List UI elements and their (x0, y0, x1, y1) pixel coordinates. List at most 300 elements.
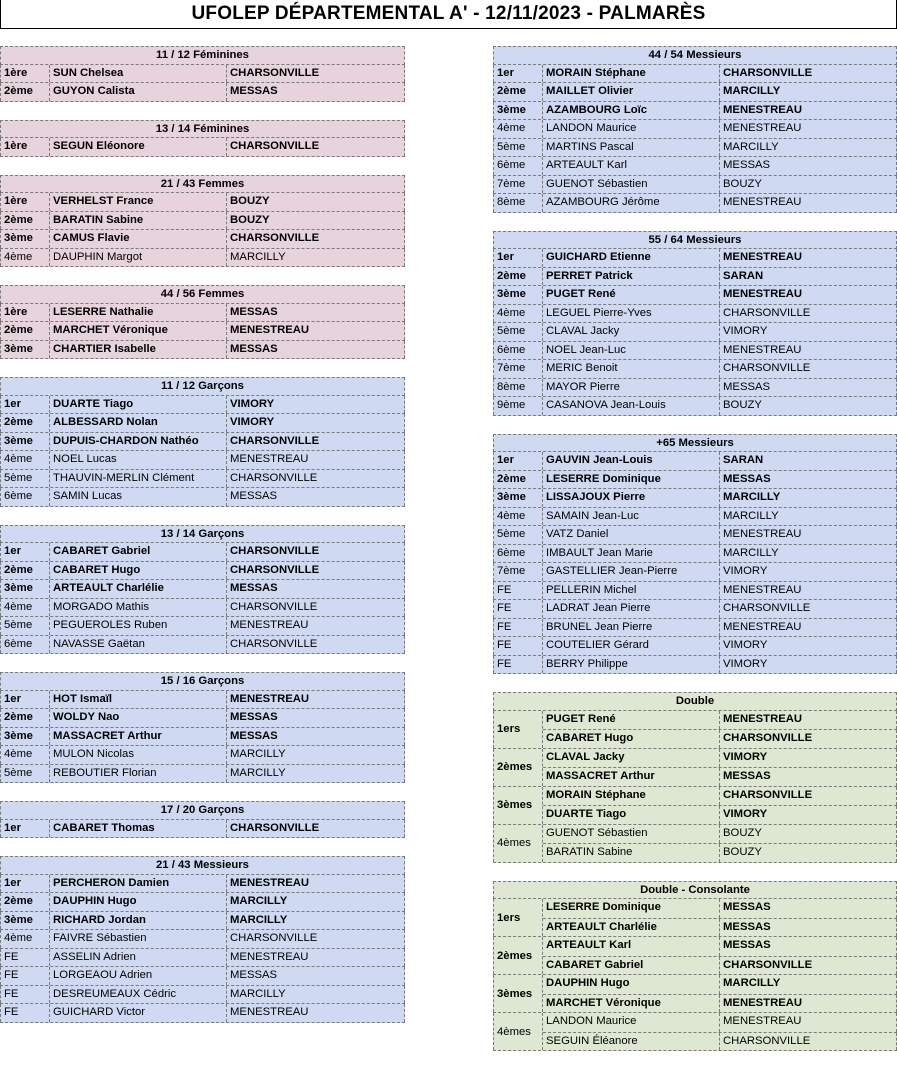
rank-cell: 6ème (493, 342, 543, 360)
rank-cell: FE (493, 637, 543, 655)
player-name-cell: ASSELIN Adrien (50, 949, 227, 967)
club-cell: MESSAS (227, 709, 405, 727)
player-name-cell: BARATIN Sabine (50, 212, 227, 230)
player-name-cell: CABARET Gabriel (50, 543, 227, 561)
result-row (493, 102, 897, 121)
rank-cell: 3ème (0, 341, 50, 359)
player-name-cell: MARCHET Véronique (50, 322, 227, 340)
player-name-cell: CHARTIER Isabelle (50, 341, 227, 359)
player-name-cell: MASSACRET Arthur (50, 728, 227, 746)
rank-cell: 8ème (493, 379, 543, 397)
rank-cell: 4ème (0, 930, 50, 948)
rank-cell: 2ème (0, 212, 50, 230)
pair-players (543, 937, 897, 974)
result-row (493, 157, 897, 176)
rank-cell: FE (493, 582, 543, 600)
club-cell: SARAN (720, 268, 897, 286)
player-name-cell: SAMAIN Jean-Luc (543, 508, 720, 526)
club-cell: CHARSONVILLE (227, 230, 405, 248)
result-row (493, 582, 897, 601)
result-row (0, 249, 405, 268)
player-name-cell: PERCHERON Damien (50, 875, 227, 893)
result-row (493, 194, 897, 213)
rank-cell: 3ème (0, 433, 50, 451)
player-name-cell: MERIC Benoit (543, 360, 720, 378)
club-cell: MESSAS (720, 919, 897, 937)
club-cell: CHARSONVILLE (720, 730, 897, 748)
player-name-cell: GUENOT Sébastien (543, 176, 720, 194)
rank-cell: 1er (0, 875, 50, 893)
result-row (0, 433, 405, 452)
club-cell: CHARSONVILLE (227, 543, 405, 561)
rank-cell: 1er (493, 65, 543, 83)
club-cell: MARCILLY (227, 249, 405, 267)
result-row (0, 728, 405, 747)
player-name-cell: PERRET Patrick (543, 268, 720, 286)
rank-cell: 1ers (493, 711, 543, 748)
player-name-cell: DAUPHIN Hugo (543, 975, 720, 994)
pair-player-row (543, 994, 897, 1013)
club-cell: MENESTREAU (227, 949, 405, 967)
pair-players (543, 825, 897, 862)
result-row (0, 599, 405, 618)
club-cell: MARCILLY (227, 986, 405, 1004)
club-cell: MARCILLY (227, 765, 405, 783)
club-cell: MENESTREAU (227, 1004, 405, 1022)
club-cell: MESSAS (227, 341, 405, 359)
rank-cell: 2ème (0, 83, 50, 101)
rank-cell: 6ème (493, 545, 543, 563)
club-cell: MESSAS (227, 488, 405, 506)
category-section (0, 525, 405, 655)
player-name-cell: GUICHARD Etienne (543, 249, 720, 267)
player-name-cell: MASSACRET Arthur (543, 768, 720, 786)
pair-players (543, 749, 897, 786)
player-name-cell: ALBESSARD Nolan (50, 414, 227, 432)
category-header: 17 / 20 Garçons (0, 801, 405, 820)
player-name-cell: HOT Ismaïl (50, 691, 227, 709)
rank-cell: 2èmes (493, 937, 543, 974)
player-name-cell: CABARET Gabriel (543, 957, 720, 975)
rank-cell: 1er (0, 543, 50, 561)
rank-cell: 1ère (0, 65, 50, 83)
club-cell: MENESTREAU (720, 194, 897, 212)
rank-cell: 5ème (493, 139, 543, 157)
category-header: 11 / 12 Féminines (0, 46, 405, 65)
player-name-cell: MORAIN Stéphane (543, 65, 720, 83)
result-row (0, 893, 405, 912)
club-cell: MESSAS (720, 379, 897, 397)
rank-cell: 7ème (493, 360, 543, 378)
club-cell: VIMORY (720, 806, 897, 824)
result-row (0, 193, 405, 212)
rank-cell: 5ème (493, 526, 543, 544)
doubles-pair-row (493, 787, 897, 825)
rank-cell: 6ème (0, 636, 50, 654)
club-cell: MARCILLY (720, 975, 897, 994)
result-row (0, 930, 405, 949)
club-cell: CHARSONVILLE (227, 470, 405, 488)
rank-cell: 3ème (0, 912, 50, 930)
category-header: +65 Messieurs (493, 434, 897, 453)
club-cell: VIMORY (720, 323, 897, 341)
player-name-cell: VERHELST France (50, 193, 227, 211)
club-cell: MENESTREAU (720, 711, 897, 730)
doubles-pair-row (493, 899, 897, 937)
pair-players (543, 1013, 897, 1050)
result-row (493, 323, 897, 342)
category-section (493, 46, 897, 213)
player-name-cell: LEGUEL Pierre-Yves (543, 305, 720, 323)
result-row (0, 470, 405, 489)
rank-cell: 3èmes (493, 975, 543, 1012)
club-cell: BOUZY (720, 397, 897, 415)
category-section (0, 801, 405, 838)
category-header: 13 / 14 Garçons (0, 525, 405, 544)
doubles-pair-row (493, 937, 897, 975)
club-cell: CHARSONVILLE (227, 433, 405, 451)
rank-cell: FE (493, 619, 543, 637)
player-name-cell: LESERRE Dominique (543, 471, 720, 489)
rank-cell: 5ème (0, 765, 50, 783)
result-row (0, 65, 405, 84)
result-row (493, 120, 897, 139)
result-row (493, 656, 897, 675)
rank-cell: FE (0, 1004, 50, 1022)
rank-cell: 1ers (493, 899, 543, 936)
result-row (0, 212, 405, 231)
rank-cell: 1er (493, 452, 543, 470)
result-row (493, 176, 897, 195)
player-name-cell: NAVASSE Gaëtan (50, 636, 227, 654)
category-header: 21 / 43 Messieurs (0, 856, 405, 875)
rank-cell: 4èmes (493, 1013, 543, 1050)
player-name-cell: DUARTE Tiago (543, 806, 720, 824)
player-name-cell: MORGADO Mathis (50, 599, 227, 617)
player-name-cell: WOLDY Nao (50, 709, 227, 727)
player-name-cell: DUARTE Tiago (50, 396, 227, 414)
rank-cell: 2ème (0, 322, 50, 340)
club-cell: MENESTREAU (720, 582, 897, 600)
rank-cell: 2ème (0, 414, 50, 432)
result-row (493, 268, 897, 287)
pair-player-row (543, 805, 897, 824)
pair-player-row (543, 899, 897, 918)
result-row (0, 580, 405, 599)
category-header: 21 / 43 Femmes (0, 175, 405, 194)
player-name-cell: DAUPHIN Margot (50, 249, 227, 267)
player-name-cell: SEGUIN Éléanore (543, 1033, 720, 1051)
rank-cell: 4ème (0, 746, 50, 764)
player-name-cell: LANDON Maurice (543, 1013, 720, 1032)
pair-player-row (543, 1032, 897, 1051)
result-row (0, 543, 405, 562)
result-row (0, 304, 405, 323)
player-name-cell: SAMIN Lucas (50, 488, 227, 506)
player-name-cell: BARATIN Sabine (543, 844, 720, 862)
player-name-cell: SEGUN Eléonore (50, 138, 227, 156)
rank-cell: 3ème (493, 102, 543, 120)
pair-players (543, 975, 897, 1012)
category-header: 44 / 56 Femmes (0, 285, 405, 304)
player-name-cell: NOEL Lucas (50, 451, 227, 469)
club-cell: CHARSONVILLE (720, 65, 897, 83)
club-cell: SARAN (720, 452, 897, 470)
player-name-cell: NOEL Jean-Luc (543, 342, 720, 360)
player-name-cell: DUPUIS-CHARDON Nathéo (50, 433, 227, 451)
rank-cell: 6ème (0, 488, 50, 506)
player-name-cell: COUTELIER Gérard (543, 637, 720, 655)
pair-players (543, 711, 897, 748)
result-row (0, 414, 405, 433)
club-cell: MENESTREAU (720, 102, 897, 120)
player-name-cell: GUENOT Sébastien (543, 825, 720, 844)
player-name-cell: GASTELLIER Jean-Pierre (543, 563, 720, 581)
club-cell: MESSAS (720, 471, 897, 489)
player-name-cell: PELLERIN Michel (543, 582, 720, 600)
result-row (493, 489, 897, 508)
player-name-cell: LESERRE Nathalie (50, 304, 227, 322)
result-row (0, 451, 405, 470)
result-row (493, 600, 897, 619)
club-cell: MENESTREAU (227, 875, 405, 893)
club-cell: MENESTREAU (720, 249, 897, 267)
result-row (493, 545, 897, 564)
result-row (493, 342, 897, 361)
result-row (0, 230, 405, 249)
result-row (493, 637, 897, 656)
category-section (0, 672, 405, 783)
player-name-cell: DAUPHIN Hugo (50, 893, 227, 911)
club-cell: MENESTREAU (227, 617, 405, 635)
player-name-cell: MAILLET Olivier (543, 83, 720, 101)
result-row (493, 360, 897, 379)
rank-cell: 1er (0, 691, 50, 709)
player-name-cell: VATZ Daniel (543, 526, 720, 544)
club-cell: MENESTREAU (720, 286, 897, 304)
result-row (493, 619, 897, 638)
club-cell: VIMORY (227, 414, 405, 432)
rank-cell: 1er (493, 249, 543, 267)
player-name-cell: CABARET Hugo (50, 562, 227, 580)
player-name-cell: FAIVRE Sébastien (50, 930, 227, 948)
player-name-cell: BERRY Philippe (543, 656, 720, 674)
result-row (493, 139, 897, 158)
player-name-cell: CLAVAL Jacky (543, 323, 720, 341)
rank-cell: 2ème (493, 268, 543, 286)
pair-player-row (543, 937, 897, 956)
result-row (0, 341, 405, 360)
club-cell: MESSAS (720, 937, 897, 956)
rank-cell: 1er (0, 396, 50, 414)
player-name-cell: MAYOR Pierre (543, 379, 720, 397)
page-title: UFOLEP DÉPARTEMENTAL A' - 12/11/2023 - PALMARÈS (191, 3, 706, 24)
doubles-pair-row (493, 1013, 897, 1051)
category-header: 13 / 14 Féminines (0, 120, 405, 139)
rank-cell: 1ère (0, 304, 50, 322)
club-cell: MENESTREAU (720, 1013, 897, 1032)
rank-cell: 2ème (0, 562, 50, 580)
pair-player-row (543, 1013, 897, 1032)
category-header: Double - Consolante (493, 881, 897, 900)
result-row (0, 875, 405, 894)
player-name-cell: CAMUS Flavie (50, 230, 227, 248)
club-cell: MESSAS (227, 580, 405, 598)
club-cell: CHARSONVILLE (227, 930, 405, 948)
rank-cell: FE (0, 949, 50, 967)
club-cell: MESSAS (720, 768, 897, 786)
player-name-cell: AZAMBOURG Loïc (543, 102, 720, 120)
player-name-cell: DESREUMEAUX Cédric (50, 986, 227, 1004)
club-cell: MARCILLY (720, 545, 897, 563)
pair-player-row (543, 918, 897, 937)
rank-cell: 9ème (493, 397, 543, 415)
club-cell: CHARSONVILLE (227, 599, 405, 617)
player-name-cell: ARTEAULT Charlélie (50, 580, 227, 598)
result-row (493, 83, 897, 102)
category-header: 55 / 64 Messieurs (493, 231, 897, 250)
category-header: 44 / 54 Messieurs (493, 46, 897, 65)
result-row (0, 636, 405, 655)
rank-cell: 4ème (0, 249, 50, 267)
rank-cell: 3ème (0, 728, 50, 746)
player-name-cell: LORGEAOU Adrien (50, 967, 227, 985)
rank-cell: 2ème (0, 893, 50, 911)
result-row (0, 709, 405, 728)
doubles-pair-row (493, 825, 897, 863)
club-cell: CHARSONVILLE (720, 957, 897, 975)
player-name-cell: BRUNEL Jean Pierre (543, 619, 720, 637)
category-section (0, 175, 405, 268)
club-cell: MESSAS (720, 899, 897, 918)
result-row (493, 249, 897, 268)
club-cell: MESSAS (227, 304, 405, 322)
rank-cell: FE (493, 600, 543, 618)
rank-cell: FE (0, 967, 50, 985)
result-row (0, 986, 405, 1005)
rank-cell: 2ème (493, 83, 543, 101)
result-row (0, 820, 405, 839)
club-cell: MESSAS (227, 728, 405, 746)
club-cell: MENESTREAU (720, 995, 897, 1013)
club-cell: VIMORY (720, 637, 897, 655)
rank-cell: 3ème (0, 230, 50, 248)
result-row (0, 617, 405, 636)
rank-cell: 5ème (0, 617, 50, 635)
rank-cell: 5ème (0, 470, 50, 488)
result-row (493, 526, 897, 545)
rank-cell: 1er (0, 820, 50, 838)
rank-cell: 3èmes (493, 787, 543, 824)
rank-cell: 7ème (493, 176, 543, 194)
category-header: 15 / 16 Garçons (0, 672, 405, 691)
club-cell: BOUZY (227, 212, 405, 230)
club-cell: MENESTREAU (227, 322, 405, 340)
club-cell: VIMORY (720, 656, 897, 674)
club-cell: MENESTREAU (720, 526, 897, 544)
pair-player-row (543, 956, 897, 975)
player-name-cell: MARTINS Pascal (543, 139, 720, 157)
page-title-box (0, 0, 897, 29)
player-name-cell: PUGET René (543, 286, 720, 304)
club-cell: CHARSONVILLE (227, 820, 405, 838)
left-column (0, 46, 405, 1041)
player-name-cell: GAUVIN Jean-Louis (543, 452, 720, 470)
doubles-section (493, 881, 897, 1052)
rank-cell: 3ème (0, 580, 50, 598)
pair-player-row (543, 711, 897, 730)
right-column (493, 46, 897, 1069)
player-name-cell: SUN Chelsea (50, 65, 227, 83)
result-row (0, 746, 405, 765)
category-header: 11 / 12 Garçons (0, 377, 405, 396)
category-section (0, 856, 405, 1023)
player-name-cell: RICHARD Jordan (50, 912, 227, 930)
result-row (0, 322, 405, 341)
club-cell: MENESTREAU (720, 120, 897, 138)
rank-cell: 5ème (493, 323, 543, 341)
pair-player-row (543, 729, 897, 748)
result-row (493, 305, 897, 324)
club-cell: CHARSONVILLE (227, 65, 405, 83)
club-cell: MARCILLY (227, 746, 405, 764)
rank-cell: FE (0, 986, 50, 1004)
result-row (493, 508, 897, 527)
club-cell: MENESTREAU (720, 342, 897, 360)
player-name-cell: MORAIN Stéphane (543, 787, 720, 806)
club-cell: MARCILLY (227, 893, 405, 911)
player-name-cell: ARTEAULT Charlélie (543, 919, 720, 937)
category-section (0, 120, 405, 157)
player-name-cell: GUICHARD Victor (50, 1004, 227, 1022)
player-name-cell: ARTEAULT Karl (543, 157, 720, 175)
player-name-cell: CLAVAL Jacky (543, 749, 720, 768)
result-row (0, 1004, 405, 1023)
rank-cell: 4èmes (493, 825, 543, 862)
player-name-cell: LESERRE Dominique (543, 899, 720, 918)
club-cell: CHARSONVILLE (227, 636, 405, 654)
player-name-cell: ARTEAULT Karl (543, 937, 720, 956)
player-name-cell: MULON Nicolas (50, 746, 227, 764)
club-cell: BOUZY (720, 844, 897, 862)
category-header: Double (493, 692, 897, 711)
result-row (0, 967, 405, 986)
result-row (0, 83, 405, 102)
club-cell: MESSAS (227, 967, 405, 985)
club-cell: MENESTREAU (720, 619, 897, 637)
pair-player-row (543, 767, 897, 786)
result-row (493, 563, 897, 582)
result-row (0, 912, 405, 931)
rank-cell: 4ème (493, 120, 543, 138)
rank-cell: 2ème (0, 709, 50, 727)
club-cell: VIMORY (720, 563, 897, 581)
result-row (0, 488, 405, 507)
rank-cell: 2èmes (493, 749, 543, 786)
player-name-cell: PEGUEROLES Ruben (50, 617, 227, 635)
player-name-cell: CABARET Hugo (543, 730, 720, 748)
club-cell: CHARSONVILLE (720, 787, 897, 806)
club-cell: MENESTREAU (227, 691, 405, 709)
club-cell: CHARSONVILLE (227, 138, 405, 156)
club-cell: MARCILLY (720, 508, 897, 526)
player-name-cell: LADRAT Jean Pierre (543, 600, 720, 618)
doubles-pair-row (493, 749, 897, 787)
rank-cell: 4ème (0, 451, 50, 469)
club-cell: CHARSONVILLE (720, 1033, 897, 1051)
pair-player-row (543, 787, 897, 806)
rank-cell: 3ème (493, 286, 543, 304)
